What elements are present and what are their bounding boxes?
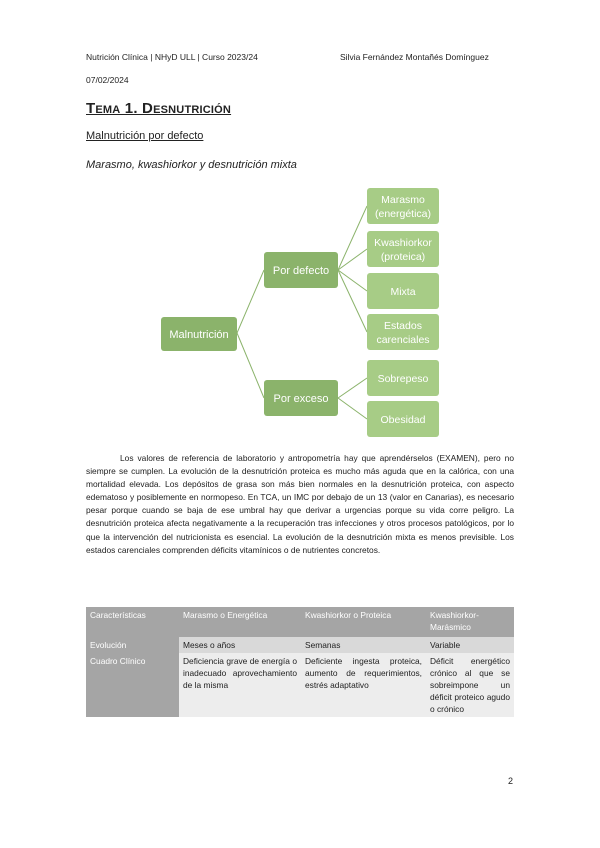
node-mixta-label: Mixta	[390, 286, 416, 298]
header-left: Nutrición Clínica | NHyD ULL | Curso 2023/24	[86, 52, 258, 62]
table-header-cell: Marasmo o Energética	[179, 607, 301, 637]
body-paragraph: Los valores de referencia de laboratorio y antropometría hay que aprendérselos (EXAMEN), pero no siempre se cumplen. La evolución de la desnutrición proteica es mucho más aguda que en la calórica, con una mortalidad elevada. Los depósitos de grasa son más bien normales en la desnutrición proteica, con aspecto edematoso y posiblemente en normopeso. En TCA, un IMC por debajo de un 13 (valor en Canarias), es necesario pesar porque cuando se baja de ese umbral hay que derivar a urgencias porque su vida corre peligro. La desnutrición proteica afecta negativamente a la recuperación tras infecciones y otros procesos patológicos, por lo que la intervención del nutricionista es esencial. La evolución de la desnutrición mixta es menos previsible. Los estados carenciales comprenden déficits vitamínicos o de nutrientes concretos.	[86, 453, 514, 555]
table-cell: Cuadro Clínico	[86, 653, 179, 717]
section-subtitle: Malnutrición por defecto	[86, 130, 204, 142]
page-number: 2	[508, 776, 514, 786]
italic-subtitle: Marasmo, kwashiorkor y desnutrición mixta	[86, 159, 297, 171]
node-carenciales-line2: carenciales	[376, 334, 430, 346]
table-row	[86, 653, 514, 717]
table-cell: Semanas	[301, 637, 426, 653]
node-sobrepeso-label: Sobrepeso	[377, 373, 429, 385]
table-cell: Evolución	[86, 637, 179, 653]
page-title: Tema 1. Desnutrición	[86, 100, 232, 117]
table-row	[86, 637, 514, 653]
node-por-exceso-label: Por exceso	[273, 393, 329, 405]
node-kwashiorkor-line1: Kwashiorkor	[374, 237, 432, 249]
table-header-cell: Características	[86, 607, 179, 637]
node-malnutricion-label: Malnutrición	[169, 329, 229, 341]
table-header-row	[86, 607, 514, 637]
table-cell: Deficiente ingesta proteica, aumento de requerimientos, estrés adaptativo	[301, 653, 426, 717]
table-header-cell: Kwashiorkor o Proteica	[301, 607, 426, 637]
node-kwashiorkor-line2: (proteica)	[380, 251, 426, 263]
table-cell: Meses o años	[179, 637, 301, 653]
node-marasmo-line2: (energética)	[374, 208, 432, 220]
node-carenciales-line1: Estados	[384, 320, 422, 332]
node-obesidad-label: Obesidad	[380, 414, 426, 426]
table-cell: Deficiencia grave de energía o inadecuado aprovechamiento de la misma	[179, 653, 301, 717]
node-marasmo-line1: Marasmo	[381, 194, 425, 206]
header-right: Silvia Fernández Montañés Domínguez	[340, 52, 489, 62]
table-cell: Variable	[426, 637, 514, 653]
table-cell: Déficit energético crónico al que se sobreimpone un déficit proteico agudo o crónico	[426, 653, 514, 717]
table-header-cell: Kwashiorkor-Marásmico	[426, 607, 514, 637]
node-por-defecto-label: Por defecto	[272, 265, 330, 277]
malnutrition-table	[86, 607, 514, 717]
header-date: 07/02/2024	[86, 75, 129, 85]
